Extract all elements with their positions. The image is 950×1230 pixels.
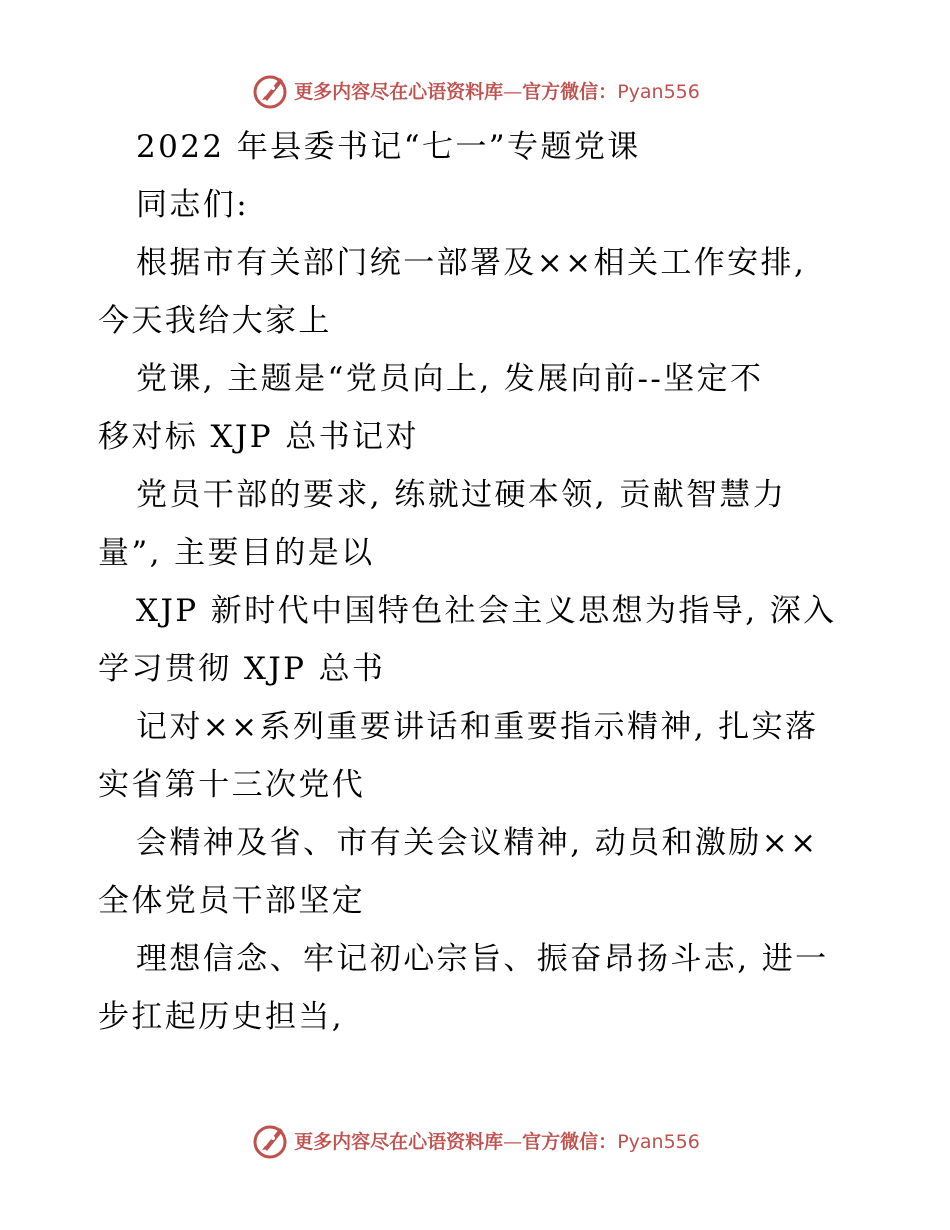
text-line: 今天我给大家上 <box>98 303 332 339</box>
banner-wechat-label: 官方微信： <box>522 80 618 103</box>
text-line: 党课, 主题是“党员向上, 发展向前--坚定不 <box>136 361 764 397</box>
banner-separator: — <box>503 80 523 103</box>
text-line: 量”, 主要目的是以 <box>98 535 375 571</box>
text-line: 实省第十三次党代 <box>98 767 366 803</box>
banner-separator: — <box>503 1130 523 1153</box>
banner-text <box>294 77 700 104</box>
header-banner <box>0 68 950 112</box>
banner-wechat-id: Pyan556 <box>617 80 700 103</box>
text-line: 记对××系列重要讲话和重要指示精神, 扎实落 <box>136 709 819 745</box>
banner-brand: 更多内容尽在心语资料库 <box>294 1130 504 1153</box>
text-line: 学习贯彻 XJP 总书 <box>98 651 386 687</box>
text-line: 全体党员干部坚定 <box>98 883 366 919</box>
pen-nib-logo-icon <box>250 70 290 110</box>
text-line: 党员干部的要求, 练就过硬本领, 贡献智慧力 <box>136 477 787 513</box>
document-body <box>98 118 858 1046</box>
footer-banner <box>0 1118 950 1162</box>
text-line: 理想信念、牢记初心宗旨、振奋昂扬斗志, 进一 <box>136 941 829 977</box>
salutation: 同志们: <box>136 187 250 223</box>
text-line: 会精神及省、市有关会议精神, 动员和激励×× <box>136 825 819 861</box>
text-line: 根据市有关部门统一部署及××相关工作安排, <box>136 245 807 281</box>
document-title: 2022 年县委书记“七一”专题党课 <box>136 129 641 165</box>
banner-text <box>294 1127 700 1154</box>
banner-wechat-label: 官方微信： <box>522 1130 618 1153</box>
banner-wechat-id: Pyan556 <box>617 1130 700 1153</box>
banner-brand: 更多内容尽在心语资料库 <box>294 80 504 103</box>
text-line: 步扛起历史担当, <box>98 999 345 1035</box>
text-line: XJP 新时代中国特色社会主义思想为指导, 深入 <box>136 593 837 629</box>
text-line: 移对标 XJP 总书记对 <box>98 419 419 455</box>
pen-nib-logo-icon <box>250 1120 290 1160</box>
